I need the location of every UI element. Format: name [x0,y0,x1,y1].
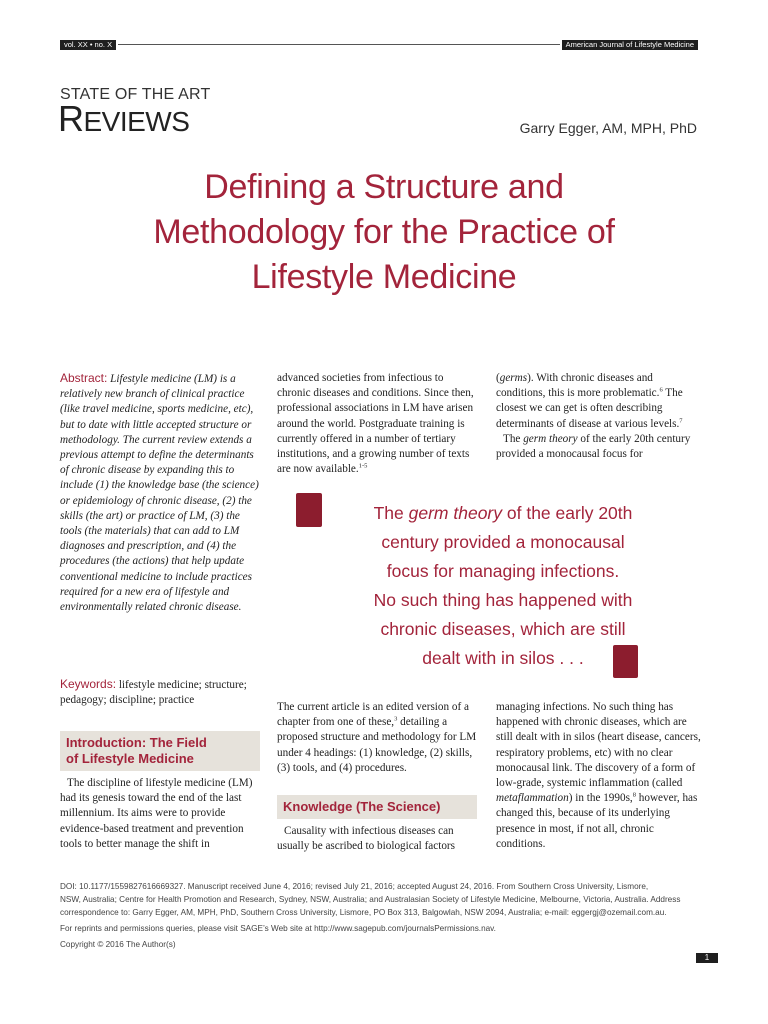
col2-top-body: advanced societies from infectious to chronic diseases and conditions. Since then, professional associations in LM have arisen around the world. Postgraduate training is currently offered in a number of tertiary institutions, and a growing number of texts are now available. [277,372,474,476]
col3-sup-a: 6 [659,386,663,394]
intro-heading [60,731,260,771]
metaflammation-term: metaflammation [496,792,569,805]
pull-quote-line-2: century provided a monocausal [381,532,625,552]
journal-name: American Journal of Lifestyle Medicine [562,40,698,50]
abstract [60,371,260,615]
close-quote-icon [613,645,638,678]
knowledge-heading: Knowledge (The Science) [277,795,477,819]
knowledge-text: Causality with infectious diseases can usually be ascribed to biological factors [277,825,456,853]
reviews-rest: EVIEWS [83,106,190,137]
pull-quote-line-6: dealt with in silos . . . [422,648,584,668]
abstract-text: Lifestyle medicine (LM) is a relatively new branch of clinical practice (like travel medicine, sports medicine, etc), but to date with little accepted structure or methodology. The current review extends a previous attempt to define the determinants of chronic disease by expanding this to include (1) the knowledge base (the science) or epidemiology of chronic disease, (2) the skills (the art) or practice of LM, (3) the tools (the materials) that can add to LM diagnoses and prescription, and (4) the procedures (the actions) that help update conventional medicine to include practices required for a new era of lifestyle and environmentally related chronic disease. [60,373,259,614]
col3-bottom-c: however, has changed this, because of its underlying presence in most, if not all, chronic conditions. [496,792,698,850]
pull-quote-line-5: chronic diseases, which are still [380,619,626,639]
pull-quote-post: of the early 20th [502,503,633,523]
col3-bottom-sup: 8 [632,791,636,799]
col2-bottom-a: The current article is an edited version of a chapter from one of these, [277,701,469,729]
intro-heading-line-1: Introduction: The Field [66,735,207,750]
col3-top-b: The closest we can get is often describing determinants of disease at various levels. [496,387,683,430]
reviews-cap: R [58,98,84,139]
title-line-3: Lifestyle Medicine [251,258,517,296]
volume-label: vol. XX • no. X [60,40,116,50]
col3-top-a: ). With chronic diseases and conditions, this is more problematic. [496,372,660,400]
col3-top-text: (germs). With chronic diseases and conditions, this is more problematic.$^6$ The closest we can get is often describing determinants of disease at various levels.$^7$ The germ theory of the early 20th century provided a monocausal focus for [496,371,700,462]
title-line-2: Methodology for the Practice of [153,213,615,251]
pull-quote-line-1 [318,499,688,528]
col3-bottom-b: ) in the 1990s, [568,792,633,805]
col2-top-text [277,371,479,477]
state-of-the-art-label: STATE OF THE ART [60,86,211,103]
col3-top-para2 [496,432,700,462]
header-rule [118,44,560,45]
col2-top-sup: 1-5 [358,462,368,470]
keywords-label: Keywords: [60,677,117,691]
col3-bottom-text [496,700,702,852]
germ-theory-term: germ theory [523,432,578,445]
col2-bottom-text [277,700,479,776]
abstract-label: Abstract: [60,371,108,385]
footer-line-4: For reprints and permissions queries, please visit SAGE’s Web site at http://www.sagepub.com/journalsPermissions.nav. [60,924,496,933]
footer [60,880,710,951]
page-number: 1 [696,953,718,963]
reviews-logo [58,98,189,140]
footer-line-2: NSW, Australia; Centre for Health Promotion and Research, Sydney, NSW, Australia; and Australasian Society of Lifestyle Medicine, Melbourne, Victoria, Australia. Address [60,895,681,904]
footer-line-3: correspondence to: Garry Egger, AM, MPH, PhD, Southern Cross University, Lismore, PO Box 313, Balgowlah, NSW 2094, Australia; e-mail: eggergj@ozemail.com.au. [60,908,667,917]
col3-sup-b: 7 [679,416,683,424]
pull-quote-line-4: No such thing has happened with [373,590,633,610]
keywords-text: lifestyle medicine; structure; pedagogy; discipline; practice [60,679,247,707]
title-line-1: Defining a Structure and [204,168,564,206]
col2-bottom-sup: 3 [394,715,398,723]
col3-top-d: of the early 20th century provided a monocausal focus for [496,432,691,461]
intro-text: The discipline of lifestyle medicine (LM) had its genesis toward the end of the last millennium. Its aims were to provide evidence-based treatment and prevention tools to better manage the shift in [60,777,253,850]
pull-quote-italic: germ theory [408,503,503,523]
footer-line-5: Copyright © 2016 The Author(s) [60,940,176,949]
col3-bottom-a: managing infections. No such thing has happened with chronic diseases, which are still dealt with in silos (heart disease, cancers, respiratory problems, etc) with no clear monocausal link. The discovery of a form of low-grade, systemic inflammation (called [496,701,701,790]
keywords [60,677,265,708]
germs-term: germs [499,372,528,384]
author: Garry Egger, AM, MPH, PhD [519,120,697,136]
footer-line-1: DOI: 10.1177/1559827616669327. Manuscript received June 4, 2016; revised July 21, 2016; accepted August 24, 2016. From Southern Cross University, Lismore, [60,882,649,891]
intro-heading-line-2: of Lifestyle Medicine [66,751,194,766]
pull-quote-pre: The [373,503,409,523]
pull-quote-line-3: focus for managing infections. [386,561,620,581]
col3-top-c: The [503,432,524,445]
article-title [40,165,728,300]
col2-bottom-b: detailing a proposed structure and methodology for LM under 4 headings: (1) knowledge, (2) skills, (3) tools, and (4) procedures. [277,716,477,774]
